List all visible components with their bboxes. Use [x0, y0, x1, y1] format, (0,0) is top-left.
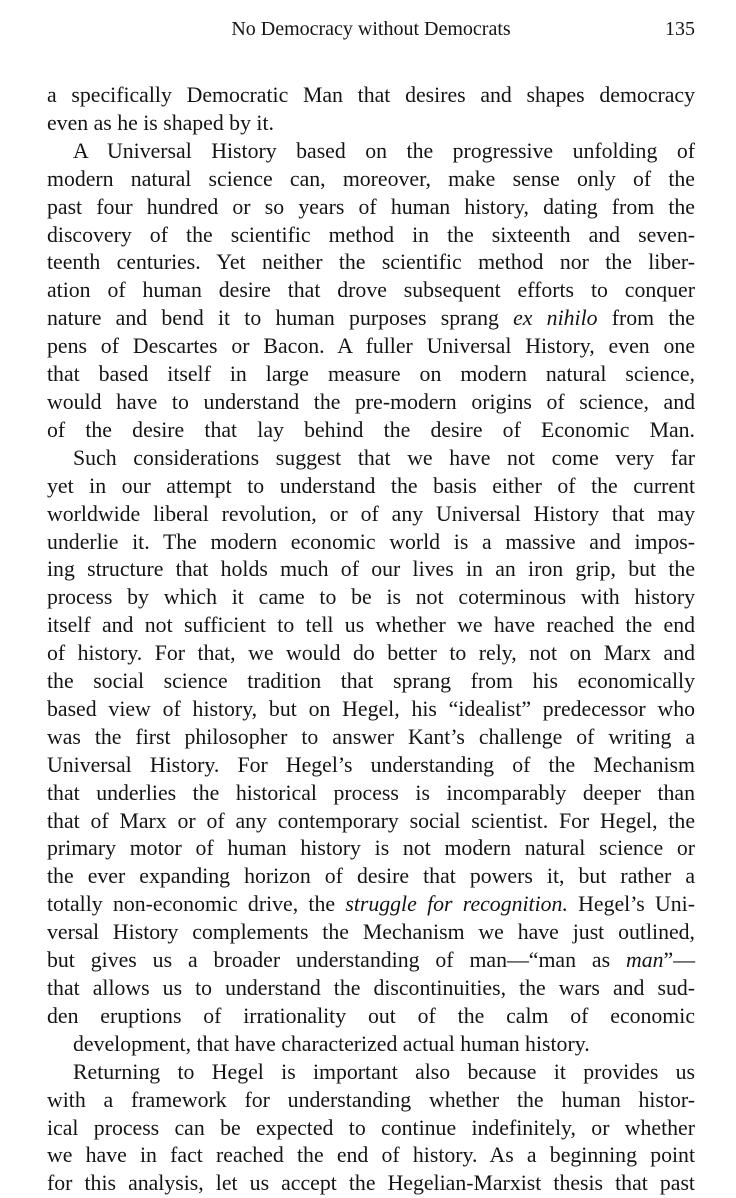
paragraph-2 — [47, 138, 695, 445]
text-line: that of Marx or of any contemporary social scientist. For Hegel, the — [47, 808, 695, 833]
text-line: modern natural science can, moreover, make sense only of the — [47, 166, 695, 191]
text-line: for this analysis, let us accept the Hegelian-Marxist thesis that past — [47, 1171, 695, 1196]
text-line: of history. For that, we would do better to rely, not on Marx and — [47, 641, 695, 666]
running-head — [47, 14, 695, 44]
text-line: den eruptions of irrationality out of the calm of economic — [47, 1003, 695, 1028]
text-line: that allows us to understand the discontinuities, the wars and sud- — [47, 976, 695, 1000]
text-line: Such considerations suggest that we have not come very far — [73, 445, 695, 470]
text-line: the social science tradition that sprang from his economically — [47, 669, 695, 694]
paragraph-3 — [47, 445, 695, 1059]
text-line: teenth centuries. Yet neither the scientific method nor the liber- — [47, 250, 695, 275]
italic-phrase: man — [625, 948, 664, 973]
text-line: versal History complements the Mechanism we have just outlined, — [47, 920, 695, 945]
text-line: Universal History. For Hegel’s understanding of the Mechanism — [47, 752, 695, 777]
text-line: that based itself in large measure on modern natural science, — [47, 362, 695, 387]
text-line: primary motor of human history is not modern natural science or — [47, 836, 695, 861]
text-line: based view of history, but on Hegel, his “idealist” predecessor who — [47, 696, 695, 721]
text-line: past four hundred or so years of human history, dating from the — [47, 194, 695, 219]
text-line: pens of Descartes or Bacon. A fuller Universal History, even one — [47, 334, 695, 359]
text-line: A Universal History based on the progressive unfolding of — [73, 138, 695, 163]
text-line: development, that have characterized actual human history. — [73, 1031, 590, 1056]
text-line: would have to understand the pre-modern origins of science, and — [47, 389, 695, 414]
text-line: ical process can be expected to continue indefinitely, or whether — [47, 1115, 695, 1140]
italic-phrase: struggle for recognition. — [345, 892, 568, 917]
text-line: the ever expanding horizon of desire that powers it, but rather a — [47, 864, 695, 889]
text-line: worldwide liberal revolution, or of any Universal History that may — [47, 501, 695, 526]
body-text — [47, 82, 695, 1198]
page-number: 135 — [665, 18, 695, 40]
text-line-with-italic: but gives us a broader understanding of man—“man as man”— — [47, 948, 695, 973]
text-line-with-italic: nature and bend it to human purposes sprang ex nihilo from the — [47, 306, 695, 331]
italic-phrase: ex nihilo — [513, 306, 598, 331]
text-line: of the desire that lay behind the desire of Economic Man. — [47, 417, 695, 442]
text-line: yet in our attempt to understand the basis either of the current — [47, 473, 695, 498]
text-line-with-italic: totally non-economic drive, the struggle for recognition. Hegel’s Uni- — [47, 892, 695, 917]
text-line: was the first philosopher to answer Kant’s challenge of writing a — [47, 724, 695, 749]
text-line: even as he is shaped by it. — [47, 110, 274, 135]
text-line: discovery of the scientific method in the sixteenth and seven- — [47, 222, 695, 247]
text-line: ation of human desire that drove subsequent efforts to conquer — [47, 278, 695, 303]
text-line: process by which it came to be is not coterminous with history — [47, 585, 695, 610]
text-line: itself and not sufficient to tell us whether we have reached the end — [47, 613, 695, 638]
paragraph-1 — [47, 82, 695, 138]
paragraph-4 — [47, 1059, 695, 1198]
running-title: No Democracy without Democrats — [231, 18, 511, 40]
text-line: a specifically Democratic Man that desires and shapes democracy — [47, 83, 695, 107]
text-line: with a framework for understanding whether the human histor- — [47, 1087, 695, 1112]
text-line: Returning to Hegel is important also because it provides us — [73, 1059, 695, 1084]
text-line: we have in fact reached the end of history. As a beginning point — [47, 1143, 695, 1168]
text-line: ing structure that holds much of our lives in an iron grip, but the — [47, 557, 695, 582]
text-line: underlie it. The modern economic world is a massive and impos- — [47, 529, 695, 554]
text-line: that underlies the historical process is incomparably deeper than — [47, 780, 695, 805]
